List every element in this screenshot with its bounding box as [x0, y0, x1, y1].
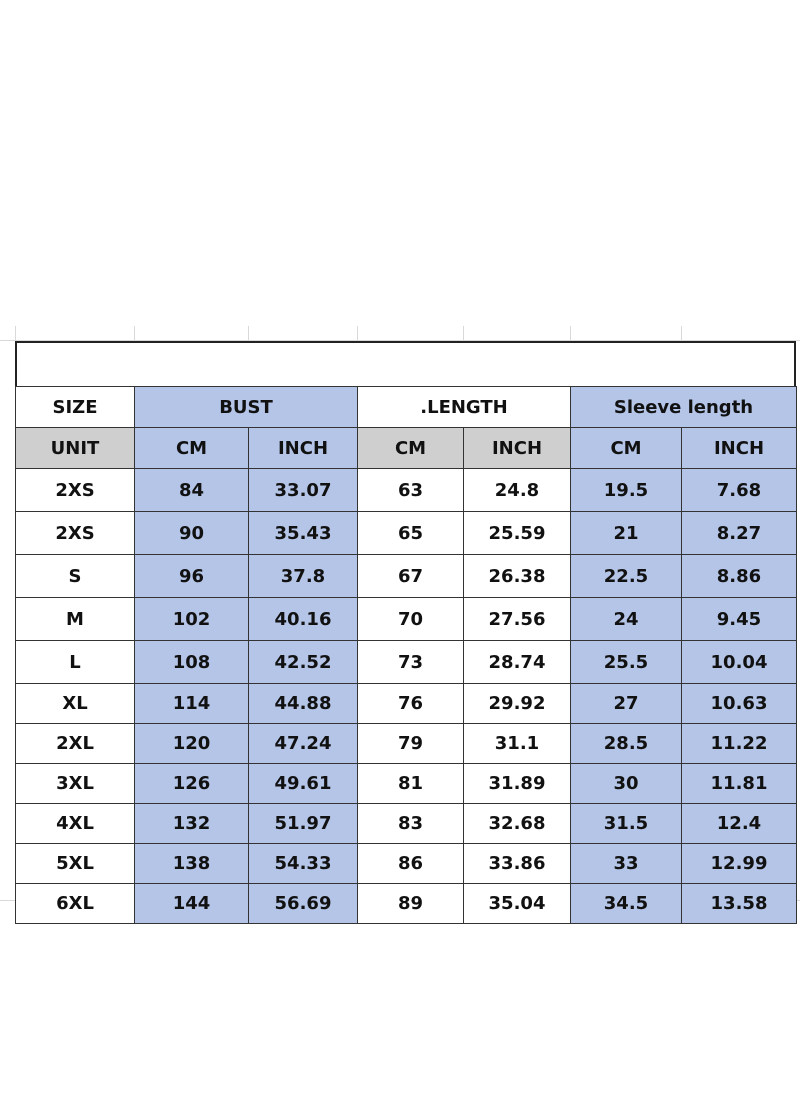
cell-length-cm[interactable]: 63: [358, 469, 464, 512]
cell-sleeve-inch[interactable]: 9.45: [682, 598, 797, 641]
cell-size[interactable]: 6XL: [16, 884, 135, 924]
cell-size[interactable]: 5XL: [16, 844, 135, 884]
cell-bust-inch[interactable]: 33.07: [249, 469, 358, 512]
cell-size[interactable]: 2XS: [16, 469, 135, 512]
cell-size[interactable]: XL: [16, 684, 135, 724]
cell-length-cm[interactable]: 86: [358, 844, 464, 884]
cell-length-inch[interactable]: 24.8: [464, 469, 571, 512]
merged-title-cell[interactable]: [15, 341, 796, 387]
table-row: [16, 884, 797, 924]
table-row: [16, 684, 797, 724]
cell-bust-cm[interactable]: 120: [135, 724, 249, 764]
unit-bust-cm[interactable]: CM: [135, 428, 249, 469]
cell-length-cm[interactable]: 89: [358, 884, 464, 924]
cell-sleeve-inch[interactable]: 12.99: [682, 844, 797, 884]
cell-length-cm[interactable]: 79: [358, 724, 464, 764]
cell-sleeve-cm[interactable]: 34.5: [571, 884, 682, 924]
cell-sleeve-inch[interactable]: 11.81: [682, 764, 797, 804]
cell-bust-cm[interactable]: 138: [135, 844, 249, 884]
table-row: [16, 724, 797, 764]
cell-bust-inch[interactable]: 49.61: [249, 764, 358, 804]
cell-bust-cm[interactable]: 126: [135, 764, 249, 804]
cell-length-inch[interactable]: 25.59: [464, 512, 571, 555]
cell-length-cm[interactable]: 65: [358, 512, 464, 555]
cell-sleeve-cm[interactable]: 24: [571, 598, 682, 641]
cell-bust-inch[interactable]: 44.88: [249, 684, 358, 724]
cell-sleeve-cm[interactable]: 19.5: [571, 469, 682, 512]
cell-sleeve-cm[interactable]: 33: [571, 844, 682, 884]
cell-length-cm[interactable]: 81: [358, 764, 464, 804]
cell-length-inch[interactable]: 26.38: [464, 555, 571, 598]
cell-bust-inch[interactable]: 35.43: [249, 512, 358, 555]
cell-sleeve-inch[interactable]: 8.27: [682, 512, 797, 555]
unit-label[interactable]: UNIT: [16, 428, 135, 469]
unit-sleeve-cm[interactable]: CM: [571, 428, 682, 469]
gridline: [463, 326, 464, 342]
cell-size[interactable]: 3XL: [16, 764, 135, 804]
cell-length-inch[interactable]: 27.56: [464, 598, 571, 641]
cell-sleeve-cm[interactable]: 25.5: [571, 641, 682, 684]
cell-length-inch[interactable]: 32.68: [464, 804, 571, 844]
cell-length-cm[interactable]: 76: [358, 684, 464, 724]
cell-sleeve-cm[interactable]: 21: [571, 512, 682, 555]
unit-length-cm[interactable]: CM: [358, 428, 464, 469]
cell-bust-cm[interactable]: 102: [135, 598, 249, 641]
gridline: [357, 326, 358, 342]
header-bust[interactable]: BUST: [135, 387, 358, 428]
cell-length-inch[interactable]: 33.86: [464, 844, 571, 884]
cell-sleeve-inch[interactable]: 12.4: [682, 804, 797, 844]
table-row: [16, 555, 797, 598]
header-sleeve-length[interactable]: Sleeve length: [571, 387, 797, 428]
table-row: [16, 512, 797, 555]
cell-bust-inch[interactable]: 56.69: [249, 884, 358, 924]
cell-bust-cm[interactable]: 114: [135, 684, 249, 724]
cell-size[interactable]: S: [16, 555, 135, 598]
cell-size[interactable]: 4XL: [16, 804, 135, 844]
table-body: [16, 469, 797, 924]
header-length[interactable]: .LENGTH: [358, 387, 571, 428]
table-row: [16, 598, 797, 641]
cell-sleeve-inch[interactable]: 10.63: [682, 684, 797, 724]
header-size[interactable]: SIZE: [16, 387, 135, 428]
cell-sleeve-cm[interactable]: 31.5: [571, 804, 682, 844]
table-row: [16, 844, 797, 884]
cell-length-inch[interactable]: 28.74: [464, 641, 571, 684]
cell-sleeve-cm[interactable]: 27: [571, 684, 682, 724]
cell-length-inch[interactable]: 35.04: [464, 884, 571, 924]
cell-bust-cm[interactable]: 96: [135, 555, 249, 598]
cell-length-cm[interactable]: 73: [358, 641, 464, 684]
unit-row: [16, 428, 797, 469]
cell-bust-inch[interactable]: 37.8: [249, 555, 358, 598]
unit-length-inch[interactable]: INCH: [464, 428, 571, 469]
cell-sleeve-inch[interactable]: 8.86: [682, 555, 797, 598]
cell-bust-inch[interactable]: 42.52: [249, 641, 358, 684]
gridline: [134, 326, 135, 342]
cell-sleeve-cm[interactable]: 28.5: [571, 724, 682, 764]
cell-sleeve-cm[interactable]: 22.5: [571, 555, 682, 598]
unit-bust-inch[interactable]: INCH: [249, 428, 358, 469]
cell-bust-inch[interactable]: 40.16: [249, 598, 358, 641]
table-row: [16, 764, 797, 804]
size-chart-table: [15, 386, 797, 924]
cell-bust-inch[interactable]: 47.24: [249, 724, 358, 764]
cell-bust-cm[interactable]: 132: [135, 804, 249, 844]
cell-length-cm[interactable]: 70: [358, 598, 464, 641]
cell-sleeve-inch[interactable]: 11.22: [682, 724, 797, 764]
cell-sleeve-inch[interactable]: 7.68: [682, 469, 797, 512]
cell-length-inch[interactable]: 29.92: [464, 684, 571, 724]
gridline: [681, 326, 682, 342]
cell-bust-cm[interactable]: 108: [135, 641, 249, 684]
cell-length-cm[interactable]: 67: [358, 555, 464, 598]
cell-size[interactable]: 2XL: [16, 724, 135, 764]
table-row: [16, 641, 797, 684]
gridline: [570, 326, 571, 342]
cell-bust-cm[interactable]: 144: [135, 884, 249, 924]
cell-length-inch[interactable]: 31.89: [464, 764, 571, 804]
cell-size[interactable]: M: [16, 598, 135, 641]
gridline: [248, 326, 249, 342]
cell-size[interactable]: L: [16, 641, 135, 684]
unit-sleeve-inch[interactable]: INCH: [682, 428, 797, 469]
cell-sleeve-inch[interactable]: 10.04: [682, 641, 797, 684]
gridline: [15, 326, 16, 342]
cell-sleeve-cm[interactable]: 30: [571, 764, 682, 804]
table-row: [16, 469, 797, 512]
cell-bust-cm[interactable]: 84: [135, 469, 249, 512]
cell-sleeve-inch[interactable]: 13.58: [682, 884, 797, 924]
cell-bust-inch[interactable]: 51.97: [249, 804, 358, 844]
cell-bust-inch[interactable]: 54.33: [249, 844, 358, 884]
cell-size[interactable]: 2XS: [16, 512, 135, 555]
cell-bust-cm[interactable]: 90: [135, 512, 249, 555]
header-row: [16, 387, 797, 428]
cell-length-inch[interactable]: 31.1: [464, 724, 571, 764]
cell-length-cm[interactable]: 83: [358, 804, 464, 844]
table-row: [16, 804, 797, 844]
